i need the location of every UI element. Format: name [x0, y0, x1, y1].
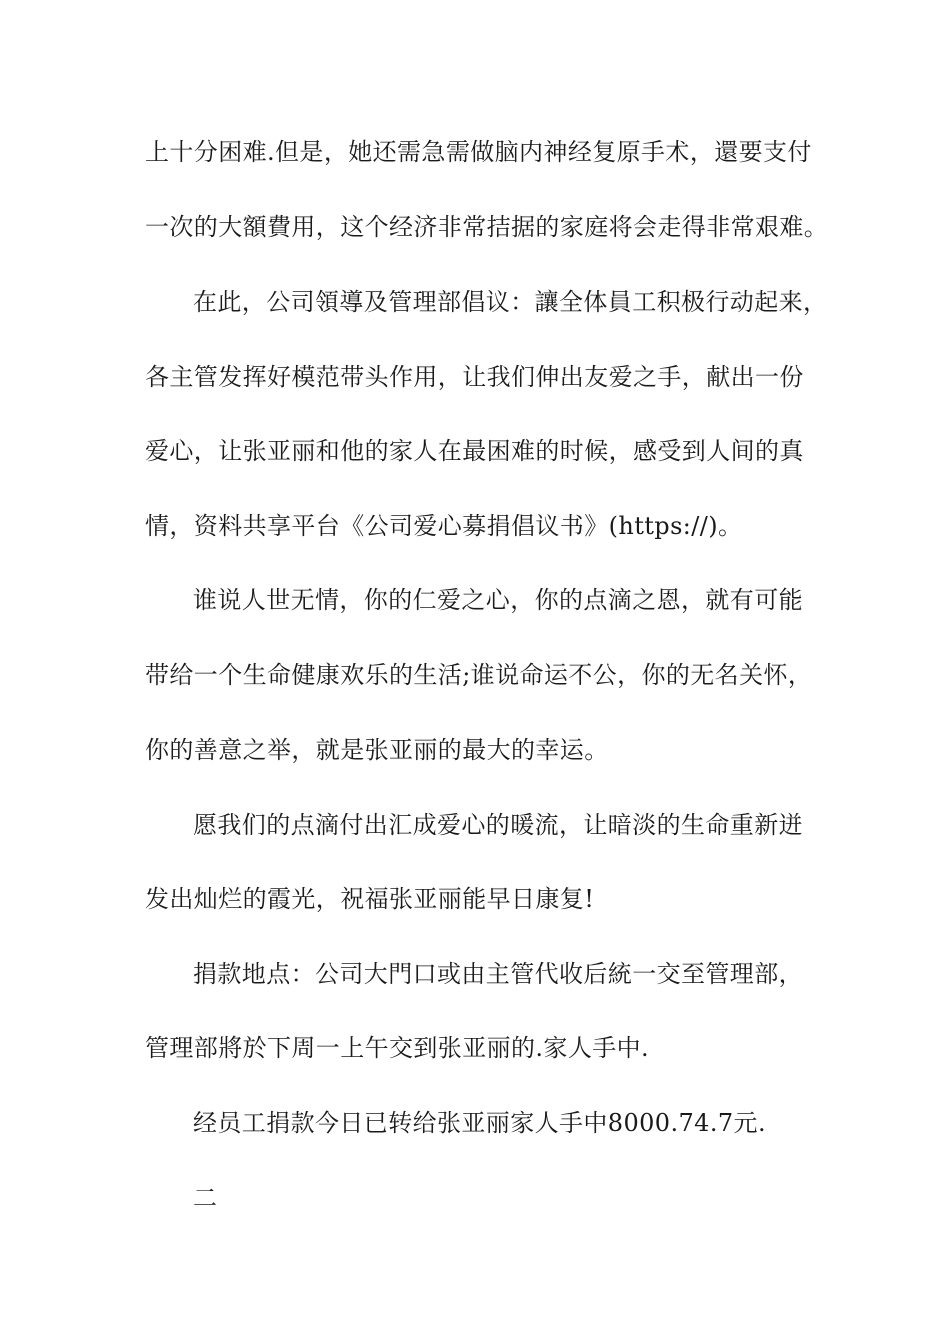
paragraph-line-1: 上十分困难.但是，她还需急需做脑内神经复原手术，還要支付	[145, 138, 812, 166]
paragraph-line-13: 管理部將於下周一上午交到张亚丽的.家人手中.	[145, 1034, 650, 1062]
paragraph-line-3: 在此，公司領導及管理部倡议：讓全体員工积极行动起来，	[193, 288, 828, 316]
paragraph-line-5: 爱心，让张亚丽和他的家人在最困难的时候，感受到人间的真	[145, 437, 804, 465]
paragraph-line-11: 发出灿烂的霞光，祝福张亚丽能早日康复!	[145, 885, 595, 913]
paragraph-line-10: 愿我们的点滴付出汇成爱心的暖流，让暗淡的生命重新迸	[193, 811, 803, 839]
paragraph-line-7: 谁说人世无情，你的仁爱之心，你的点滴之恩，就有可能	[193, 586, 803, 614]
paragraph-line-12: 捐款地点：公司大門口或由主管代收后統一交至管理部，	[193, 960, 803, 988]
paragraph-line-2: 一次的大額費用，这个经济非常拮据的家庭将会走得非常艰难。	[145, 213, 829, 241]
paragraph-line-8: 带给一个生命健康欢乐的生活;谁说命运不公，你的无名关怀，	[145, 661, 813, 689]
paragraph-line-9: 你的善意之举，就是张亚丽的最大的幸运。	[145, 736, 609, 764]
paragraph-line-14: 经员工捐款今日已转给张亚丽家人手中8000.74.7元.	[193, 1109, 766, 1137]
section-number: 二	[193, 1184, 218, 1212]
paragraph-line-6: 情，资料共享平台《公司爱心募捐倡议书》(https://)。	[145, 512, 743, 540]
paragraph-line-4: 各主管发挥好模范带头作用，让我们伸出友爱之手，献出一份	[145, 363, 804, 391]
